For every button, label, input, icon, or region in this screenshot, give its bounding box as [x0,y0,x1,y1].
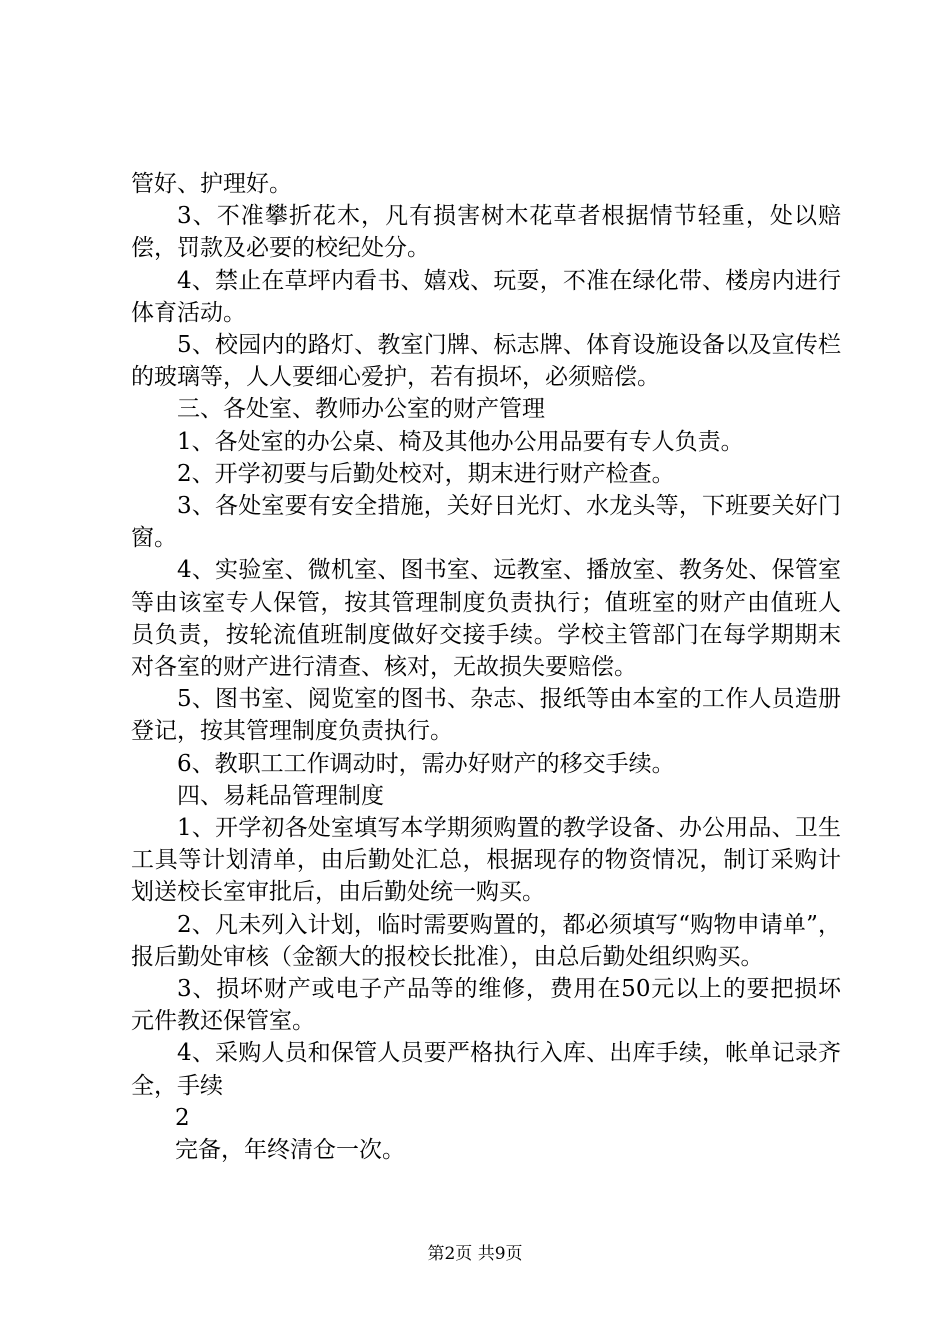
paragraph: 6、教职工工作调动时，需办好财产的移交手续。 [177,750,675,777]
section-heading: 四、易耗品管理制度 [177,782,384,809]
page-number-inline: 2 [175,1104,190,1131]
paragraph: 5、校园内的路灯、教室门牌、标志牌、体育设施设备以及宣传栏的玻璃等，人人要细心爱护，若有损坏，必须赔偿。 [131,332,841,391]
paragraph: 2、凡未列入计划，临时需要购置的，都必须填写“购物申请单”，报后勤处审核（金额大的报校长批准），由总后勤处组织购买。 [131,911,841,970]
paragraph: 5、图书室、阅览室的图书、杂志、报纸等由本室的工作人员造册登记，按其管理制度负责执行。 [131,686,841,745]
section-heading: 三、各处室、教师办公室的财产管理 [177,396,545,423]
paragraph: 4、实验室、微机室、图书室、远教室、播放室、教务处、保管室等由该室专人保管，按其管理制度负责执行；值班室的财产由值班人员负责，按轮流值班制度做好交接手续。学校主管部门在每学期期末对各室的财产进行清查、核对，无故损失要赔偿。 [131,557,841,681]
paragraph: 管好、护理好。 [131,171,292,197]
paragraph: 完备，年终清仓一次。 [175,1137,405,1164]
paragraph: 2、开学初要与后勤处校对，期末进行财产检查。 [177,460,675,487]
document-body [131,168,841,1166]
paragraph: 1、各处室的办公桌、椅及其他办公用品要有专人负责。 [177,428,744,455]
paragraph: 3、损坏财产或电子产品等的维修，费用在50元以上的要把损坏元件教还保管室。 [131,976,841,1035]
paragraph: 4、采购人员和保管人员要严格执行入库、出库手续，帐单记录齐全，手续 [131,1040,841,1099]
paragraph: 4、禁止在草坪内看书、嬉戏、玩耍，不准在绿化带、楼房内进行体育活动。 [131,267,841,326]
paragraph: 1、开学初各处室填写本学期须购置的教学设备、办公用品、卫生工具等计划清单，由后勤处汇总，根据现存的物资情况，制订采购计划送校长室审批后，由后勤处统一购买。 [131,815,841,906]
paragraph: 3、各处室要有安全措施，关好日光灯、水龙头等，下班要关好门窗。 [131,493,841,552]
paragraph: 3、不准攀折花木，凡有损害树木花草者根据情节轻重，处以赔偿，罚款及必要的校纪处分。 [131,203,841,262]
page-footer: 第2页 共9页 [427,1244,523,1264]
